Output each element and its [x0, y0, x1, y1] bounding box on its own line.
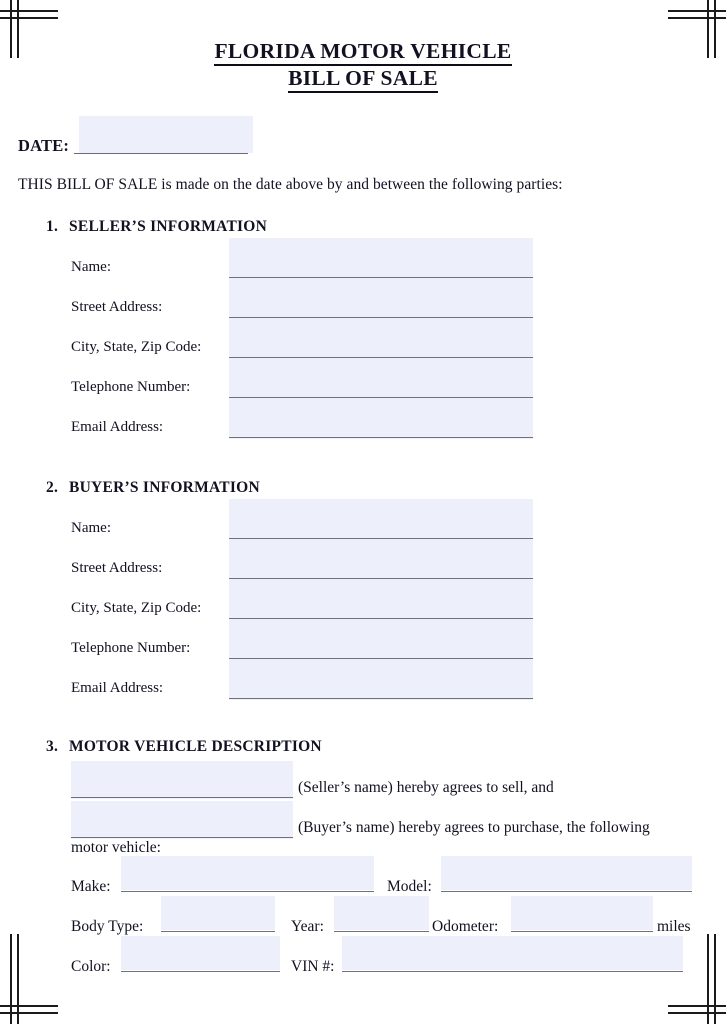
seller-field-row [0, 398, 726, 438]
seller-field-row [0, 278, 726, 318]
color-label: Color: [71, 958, 111, 975]
buyer-city-state-zip-label: City, State, Zip Code: [71, 600, 202, 616]
section-heading-buyer [46, 479, 260, 497]
body-type-label: Body Type: [71, 918, 144, 935]
seller-telephone-label: Telephone Number: [71, 379, 191, 395]
body-type-input[interactable] [161, 931, 275, 932]
buyer-email-input[interactable] [229, 698, 533, 699]
section-title: MOTOR VEHICLE DESCRIPTION [69, 738, 322, 755]
section-number: 3. [46, 738, 59, 755]
buyer-clause-text: (Buyer’s name) hereby agrees to purchase, the following [298, 819, 650, 836]
vin-label: VIN #: [291, 958, 335, 975]
buyer-field-row [0, 499, 726, 539]
seller-email-label: Email Address: [71, 419, 164, 435]
odometer-unit-label: miles [657, 918, 691, 935]
buyer-telephone-label: Telephone Number: [71, 640, 191, 656]
buyer-field-row [0, 619, 726, 659]
make-field-fill [121, 856, 374, 890]
seller-field-row [0, 238, 726, 278]
crop-mark-line [0, 1012, 58, 1014]
section-title: SELLER’S INFORMATION [69, 218, 268, 235]
intro-paragraph: THIS BILL OF SALE is made on the date above by and between the following parties: [18, 176, 563, 193]
buyer-field-row [0, 659, 726, 699]
buyer-name-label: Name: [71, 520, 111, 536]
section-title: BUYER’S INFORMATION [69, 479, 260, 496]
date-row [18, 136, 248, 156]
crop-mark-line [17, 934, 19, 1024]
buyer-field-row [0, 579, 726, 619]
buyer-street-label: Street Address: [71, 560, 163, 576]
date-input[interactable] [74, 137, 248, 154]
model-input[interactable] [441, 891, 692, 892]
section-number: 2. [46, 479, 59, 496]
year-field-fill [334, 896, 429, 930]
seller-fields [0, 238, 726, 439]
vehicle-buyer-name-fill [71, 801, 293, 839]
title-line-1: FLORIDA MOTOR VEHICLE [0, 38, 726, 65]
vehicle-seller-name-input[interactable] [71, 797, 293, 798]
vin-input[interactable] [342, 971, 683, 972]
year-input[interactable] [334, 931, 429, 932]
model-label: Model: [387, 878, 432, 895]
section-heading-seller [46, 218, 267, 236]
crop-mark-line [707, 934, 709, 1024]
make-input[interactable] [121, 891, 374, 892]
buyer-email-label: Email Address: [71, 680, 164, 696]
document-title [0, 38, 726, 92]
crop-mark-line [668, 1005, 726, 1007]
crop-mark-line [0, 1005, 58, 1007]
seller-name-label: Name: [71, 259, 111, 275]
title-line-2: BILL OF SALE [0, 65, 726, 92]
section-number: 1. [46, 218, 59, 235]
make-label: Make: [71, 878, 111, 895]
vehicle-buyer-name-input[interactable] [71, 837, 293, 838]
date-label: DATE: [18, 136, 70, 155]
seller-field-row [0, 358, 726, 398]
odometer-input[interactable] [511, 931, 653, 932]
buyer-fields [0, 499, 726, 700]
year-label: Year: [291, 918, 324, 935]
body-type-field-fill [161, 896, 275, 930]
odometer-label: Odometer: [432, 918, 499, 935]
color-field-fill [121, 936, 280, 970]
seller-email-input[interactable] [229, 437, 533, 438]
crop-mark-line [714, 934, 716, 1024]
crop-mark-line [668, 1012, 726, 1014]
seller-clause-text: (Seller’s name) hereby agrees to sell, and [298, 779, 554, 796]
vin-field-fill [342, 936, 683, 970]
odometer-field-fill [511, 896, 653, 930]
section-heading-vehicle [46, 738, 322, 756]
seller-city-state-zip-label: City, State, Zip Code: [71, 339, 202, 355]
vehicle-seller-name-fill [71, 761, 293, 799]
crop-mark-line [10, 934, 12, 1024]
model-field-fill [441, 856, 692, 890]
buyer-field-row [0, 539, 726, 579]
seller-street-label: Street Address: [71, 299, 163, 315]
seller-field-row [0, 318, 726, 358]
color-input[interactable] [121, 971, 280, 972]
vehicle-continuation-text: motor vehicle: [71, 839, 161, 856]
